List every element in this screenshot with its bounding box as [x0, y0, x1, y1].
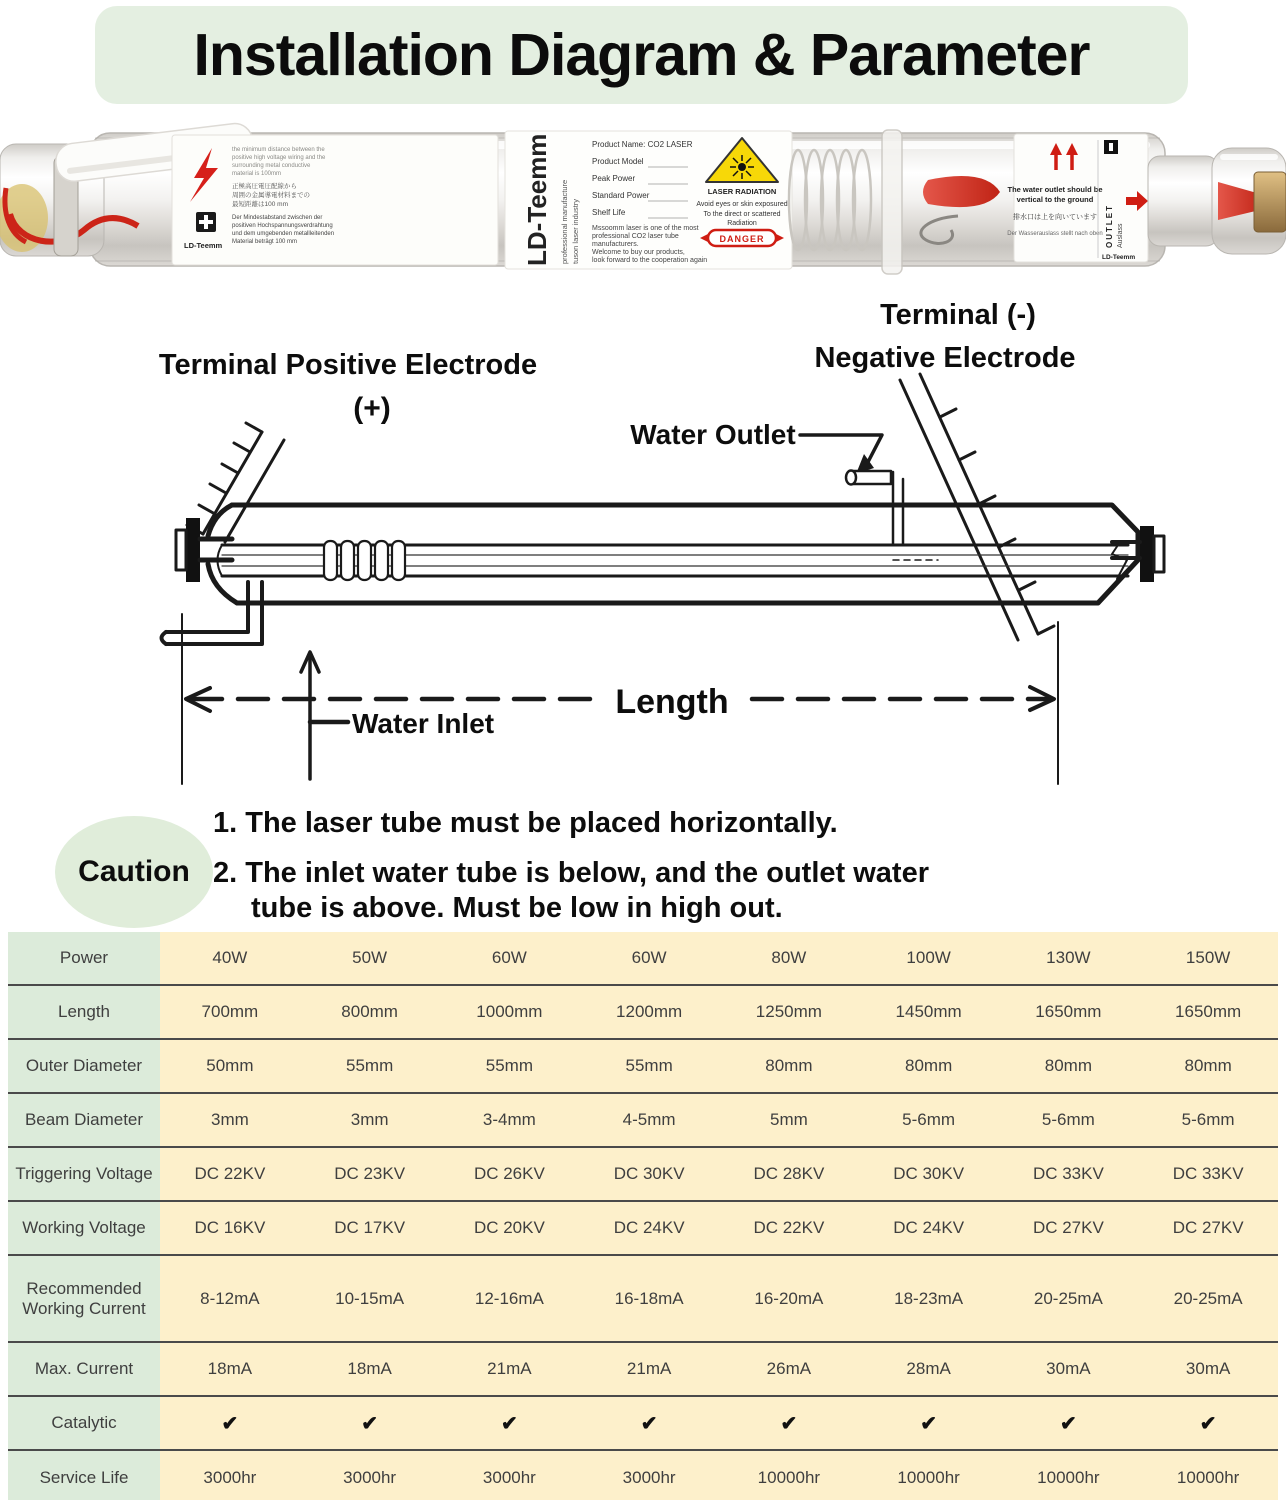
- page-title: Installation Diagram & Parameter: [193, 22, 1090, 88]
- svg-text:Der Mindestabstand zwischen de: Der Mindestabstand zwischen der: [232, 215, 323, 221]
- cell-value: 3000hr: [440, 1451, 580, 1500]
- svg-text:positiven Hochspannungsverdrah: positiven Hochspannungsverdrahtung: [232, 223, 333, 229]
- svg-text:und dem umgebenden metallleite: und dem umgebenden metallleitenden: [232, 231, 335, 237]
- cell-value: 55mm: [440, 1040, 580, 1092]
- black-square-icon: [1104, 140, 1118, 154]
- svg-text:Radiation: Radiation: [727, 220, 757, 227]
- cell-value: 3-4mm: [440, 1094, 580, 1146]
- svg-text:DANGER: DANGER: [719, 234, 765, 244]
- cell-value: 18-23mA: [859, 1256, 999, 1341]
- svg-text:The water outlet should be: The water outlet should be: [1007, 185, 1103, 194]
- cell-value: 30mA: [999, 1343, 1139, 1395]
- cell-value: 18mA: [160, 1343, 300, 1395]
- parameter-table: [8, 932, 1278, 1500]
- cell-value: 10000hr: [999, 1451, 1139, 1500]
- caution-item-1: 1. The laser tube must be placed horizontally.: [213, 807, 838, 839]
- cell-value: 1650mm: [999, 986, 1139, 1038]
- table-row: [8, 1094, 1278, 1148]
- svg-text:Material beträgt 100 mm: Material beträgt 100 mm: [232, 239, 298, 245]
- svg-text:最短距離は100 mm: 最短距離は100 mm: [232, 201, 288, 208]
- cell-value: DC 27KV: [999, 1202, 1139, 1254]
- cell-value: 60W: [579, 932, 719, 984]
- cell-value: 60W: [440, 932, 580, 984]
- svg-text:LD-Teemm: LD-Teemm: [1102, 254, 1136, 261]
- svg-text:OUTLET: OUTLET: [1105, 204, 1114, 248]
- svg-text:vertical to the ground: vertical to the ground: [1016, 195, 1094, 204]
- table-row: [8, 1148, 1278, 1202]
- cell-value: 80mm: [859, 1040, 999, 1092]
- cell-value: 10000hr: [1138, 1451, 1278, 1500]
- center-label: [505, 131, 792, 269]
- water-outlet-pointer: [800, 435, 882, 474]
- length-label: Length: [615, 683, 729, 721]
- cell-value: 18mA: [300, 1343, 440, 1395]
- cell-value: 21mA: [579, 1343, 719, 1395]
- right-label: [1007, 134, 1148, 262]
- row-label: Recommended Working Current: [8, 1256, 160, 1341]
- cell-value: 55mm: [300, 1040, 440, 1092]
- row-label: Length: [8, 986, 160, 1038]
- check-mark: ✔: [579, 1397, 719, 1449]
- row-label: Power: [8, 932, 160, 984]
- plus-icon: [196, 212, 216, 232]
- negative-electrode-label: Negative Electrode: [814, 342, 1076, 374]
- cell-value: 100W: [859, 932, 999, 984]
- left-label: [172, 135, 498, 265]
- terminal-positive-label: Terminal Positive Electrode: [158, 349, 538, 381]
- cell-value: 10000hr: [719, 1451, 859, 1500]
- danger-badge: [700, 230, 784, 246]
- cell-value: DC 26KV: [440, 1148, 580, 1200]
- table-row: [8, 932, 1278, 986]
- table-row: [8, 1256, 1278, 1343]
- svg-text:manufacturers.: manufacturers.: [592, 241, 639, 248]
- row-label: Catalytic: [8, 1397, 160, 1449]
- cell-value: 5-6mm: [859, 1094, 999, 1146]
- svg-text:Avoid eyes or skin exposured: Avoid eyes or skin exposured: [696, 201, 788, 208]
- cell-value: DC 23KV: [300, 1148, 440, 1200]
- table-row: [8, 1040, 1278, 1094]
- coil-section: [324, 541, 405, 580]
- svg-text:LASER RADIATION: LASER RADIATION: [707, 187, 777, 196]
- cell-value: DC 30KV: [859, 1148, 999, 1200]
- cell-value: 3mm: [300, 1094, 440, 1146]
- caution-item-2-line2: tube is above. Must be low in high out.: [251, 892, 783, 924]
- cell-value: DC 24KV: [579, 1202, 719, 1254]
- plus-sign-label: (+): [353, 392, 391, 425]
- cell-value: DC 28KV: [719, 1148, 859, 1200]
- terminal-negative-label: Terminal (-): [880, 299, 1036, 331]
- cell-value: DC 17KV: [300, 1202, 440, 1254]
- table-row: [8, 986, 1278, 1040]
- row-label: Service Life: [8, 1451, 160, 1500]
- cell-value: 1000mm: [440, 986, 580, 1038]
- cell-value: 26mA: [719, 1343, 859, 1395]
- left-end-cap: [176, 518, 232, 582]
- svg-text:tuson laser industry: tuson laser industry: [571, 198, 580, 264]
- svg-text:Product Name: CO2 LASER: Product Name: CO2 LASER: [592, 140, 693, 149]
- check-mark: ✔: [440, 1397, 580, 1449]
- check-mark: ✔: [1138, 1397, 1278, 1449]
- svg-text:Product Model: Product Model: [592, 157, 644, 166]
- caution-item-2-line1: 2. The inlet water tube is below, and the outlet water: [213, 857, 929, 889]
- check-mark: ✔: [300, 1397, 440, 1449]
- cell-value: 16-18mA: [579, 1256, 719, 1341]
- svg-text:positive high voltage wiring a: positive high voltage wiring and the: [232, 155, 326, 161]
- cell-value: DC 30KV: [579, 1148, 719, 1200]
- water-inlet-pipe: [162, 582, 263, 644]
- cell-value: 80mm: [1138, 1040, 1278, 1092]
- title-banner: [95, 6, 1188, 104]
- water-outlet-pipe: [846, 471, 903, 546]
- check-mark: ✔: [160, 1397, 300, 1449]
- row-label: Working Voltage: [8, 1202, 160, 1254]
- svg-text:surrounding metal conductive: surrounding metal conductive: [232, 163, 311, 169]
- cell-value: 10-15mA: [300, 1256, 440, 1341]
- cell-value: 80W: [719, 932, 859, 984]
- cell-value: 8-12mA: [160, 1256, 300, 1341]
- svg-text:look forward to the cooperatio: look forward to the cooperation again: [592, 257, 708, 264]
- cell-value: 800mm: [300, 986, 440, 1038]
- svg-text:professional CO2 laser tube: professional CO2 laser tube: [592, 233, 679, 240]
- cell-value: 12-16mA: [440, 1256, 580, 1341]
- cell-value: DC 22KV: [719, 1202, 859, 1254]
- svg-text:Welcome to buy our products,: Welcome to buy our products,: [592, 249, 685, 256]
- cell-value: 21mA: [440, 1343, 580, 1395]
- cell-value: 1450mm: [859, 986, 999, 1038]
- brand-vertical-text: LD-Teemm: [522, 133, 552, 266]
- caution-badge-label: Caution: [78, 855, 190, 888]
- cell-value: 5mm: [719, 1094, 859, 1146]
- cell-value: 40W: [160, 932, 300, 984]
- table-row: [8, 1397, 1278, 1451]
- cell-value: 10000hr: [859, 1451, 999, 1500]
- cell-value: 55mm: [579, 1040, 719, 1092]
- row-label: Beam Diameter: [8, 1094, 160, 1146]
- cell-value: 700mm: [160, 986, 300, 1038]
- svg-text:Mssoomm laser is one of the mo: Mssoomm laser is one of the most: [592, 225, 699, 232]
- check-mark: ✔: [999, 1397, 1139, 1449]
- cell-value: DC 16KV: [160, 1202, 300, 1254]
- caution-badge: [55, 816, 213, 928]
- svg-text:Standard Power: Standard Power: [592, 191, 650, 200]
- cell-value: 50W: [300, 932, 440, 984]
- brass-cap: [1254, 172, 1286, 232]
- svg-text:Auslass: Auslass: [1117, 223, 1124, 248]
- cell-value: DC 33KV: [1138, 1148, 1278, 1200]
- svg-text:周囲の金属導電材料までの: 周囲の金属導電材料までの: [232, 192, 310, 199]
- row-label: Triggering Voltage: [8, 1148, 160, 1200]
- cell-value: 50mm: [160, 1040, 300, 1092]
- cell-value: 130W: [999, 932, 1139, 984]
- svg-text:Der Wasserauslass stellt nach: Der Wasserauslass stellt nach oben: [1007, 231, 1103, 237]
- cell-value: 5-6mm: [1138, 1094, 1278, 1146]
- water-inlet-pointer: [301, 652, 348, 779]
- svg-text:Shelf Life: Shelf Life: [592, 208, 626, 217]
- cell-value: 20-25mA: [999, 1256, 1139, 1341]
- caution-items: [213, 806, 1233, 926]
- installation-diagram: [0, 292, 1286, 802]
- check-mark: ✔: [719, 1397, 859, 1449]
- brand-text: LD-Teemm: [184, 241, 223, 250]
- cell-value: 5-6mm: [999, 1094, 1139, 1146]
- product-photo: [0, 118, 1286, 288]
- cell-value: 1250mm: [719, 986, 859, 1038]
- cell-value: DC 24KV: [859, 1202, 999, 1254]
- water-outlet-label: Water Outlet: [630, 419, 796, 450]
- cell-value: 80mm: [719, 1040, 859, 1092]
- cell-value: DC 22KV: [160, 1148, 300, 1200]
- table-row: [8, 1451, 1278, 1500]
- row-label: Outer Diameter: [8, 1040, 160, 1092]
- cell-value: 150W: [1138, 932, 1278, 984]
- cell-value: 16-20mA: [719, 1256, 859, 1341]
- table-row: [8, 1202, 1278, 1256]
- svg-text:排水口は上を向いています: 排水口は上を向いています: [1013, 214, 1097, 221]
- svg-text:material is 100mm: material is 100mm: [232, 171, 282, 177]
- water-inlet-label: Water Inlet: [352, 708, 495, 739]
- cell-value: DC 20KV: [440, 1202, 580, 1254]
- svg-text:To the direct or scattered: To the direct or scattered: [703, 211, 781, 218]
- cell-value: 28mA: [859, 1343, 999, 1395]
- cell-value: DC 33KV: [999, 1148, 1139, 1200]
- row-label: Max. Current: [8, 1343, 160, 1395]
- cell-value: 30mA: [1138, 1343, 1278, 1395]
- right-end-assembly: [1148, 148, 1286, 254]
- cell-value: 1650mm: [1138, 986, 1278, 1038]
- check-mark: ✔: [859, 1397, 999, 1449]
- cell-value: 4-5mm: [579, 1094, 719, 1146]
- cell-value: 1200mm: [579, 986, 719, 1038]
- svg-text:Peak Power: Peak Power: [592, 174, 636, 183]
- cell-value: 3000hr: [300, 1451, 440, 1500]
- cell-value: 3000hr: [160, 1451, 300, 1500]
- leader-positive-terminal: [187, 423, 284, 542]
- cell-value: 3000hr: [579, 1451, 719, 1500]
- cell-value: DC 27KV: [1138, 1202, 1278, 1254]
- svg-text:the minimum distance between t: the minimum distance between the: [232, 147, 325, 153]
- cell-value: 3mm: [160, 1094, 300, 1146]
- svg-text:professional manufacture: professional manufacture: [560, 179, 569, 264]
- cell-value: 20-25mA: [1138, 1256, 1278, 1341]
- cell-value: 80mm: [999, 1040, 1139, 1092]
- svg-text:正極高圧電圧配線から: 正極高圧電圧配線から: [232, 183, 297, 190]
- glass-ring-joint: [882, 130, 902, 274]
- table-row: [8, 1343, 1278, 1397]
